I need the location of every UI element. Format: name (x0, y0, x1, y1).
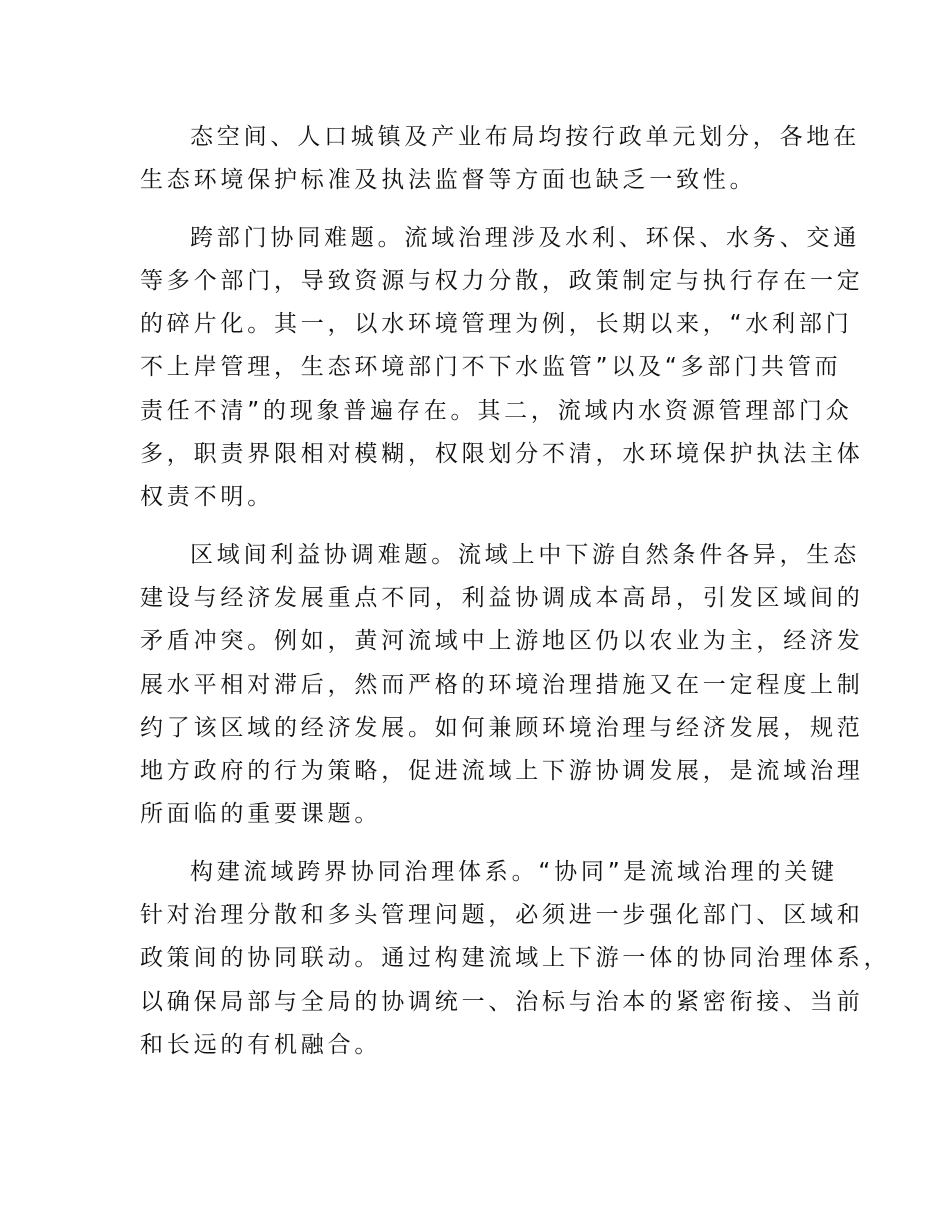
text-line: 矛盾冲突。例如，黄河流域中上游地区仍以农业为主，经济发 (140, 628, 864, 655)
paragraph-gap (140, 520, 840, 534)
text-line: 生态环境保护标准及执法监督等方面也缺乏一致性。 (140, 167, 757, 194)
text-line: 约了该区域的经济发展。如何兼顾环境治理与经济发展，规范 (140, 714, 864, 741)
text-line: 的碎片化。其一，以水环境管理为例，长期以来，“水利部门 (140, 311, 853, 338)
paragraph-cross-department (140, 217, 864, 520)
text-line: 建设与经济发展重点不同，利益协调成本高昂，引发区域间的 (140, 584, 864, 611)
text-line: 不上岸管理，生态环境部门不下水监管”以及“多部门共管而 (140, 354, 842, 381)
text-line: 区域间利益协调难题。流域上中下游自然条件各异，生态 (190, 541, 860, 568)
text-line: 态空间、人口城镇及产业布局均按行政单元划分，各地在 (190, 124, 860, 150)
text-line: 政策间的协同联动。通过构建流域上下游一体的协同治理体系， (140, 945, 891, 972)
paragraph-gap (140, 203, 840, 217)
document-body (140, 116, 891, 1067)
text-line: 责任不清”的现象普遍存在。其二，流域内水资源管理部门众 (140, 397, 853, 424)
paragraph-gap (140, 837, 840, 851)
paragraph-collaborative-governance (140, 851, 891, 1067)
text-line: 地方政府的行为策略，促进流域上下游协调发展，是流域治理 (140, 758, 864, 785)
text-line: 展水平相对滞后，然而严格的环境治理措施又在一定程度上制 (140, 671, 864, 698)
text-line: 多，职责界限相对模糊，权限划分不清，水环境保护执法主体 (140, 441, 864, 468)
text-line: 等多个部门，导致资源与权力分散，政策制定与执行存在一定 (140, 267, 864, 294)
text-line: 针对治理分散和多头管理问题，必须进一步强化部门、区域和 (140, 902, 864, 929)
text-line: 所面临的重要课题。 (140, 801, 382, 828)
text-line: 权责不明。 (140, 484, 274, 511)
text-line: 跨部门协同难题。流域治理涉及水利、环保、水务、交通 (190, 224, 860, 251)
text-line: 以确保局部与全局的协调统一、治标与治本的紧密衔接、当前 (140, 988, 864, 1015)
text-line: 和长远的有机融合。 (140, 1031, 382, 1058)
text-line: 构建流域跨界协同治理体系。“协同”是流域治理的关键 (190, 858, 838, 885)
paragraph-spatial-inconsistency (140, 116, 860, 203)
paragraph-regional-interest (140, 534, 864, 837)
